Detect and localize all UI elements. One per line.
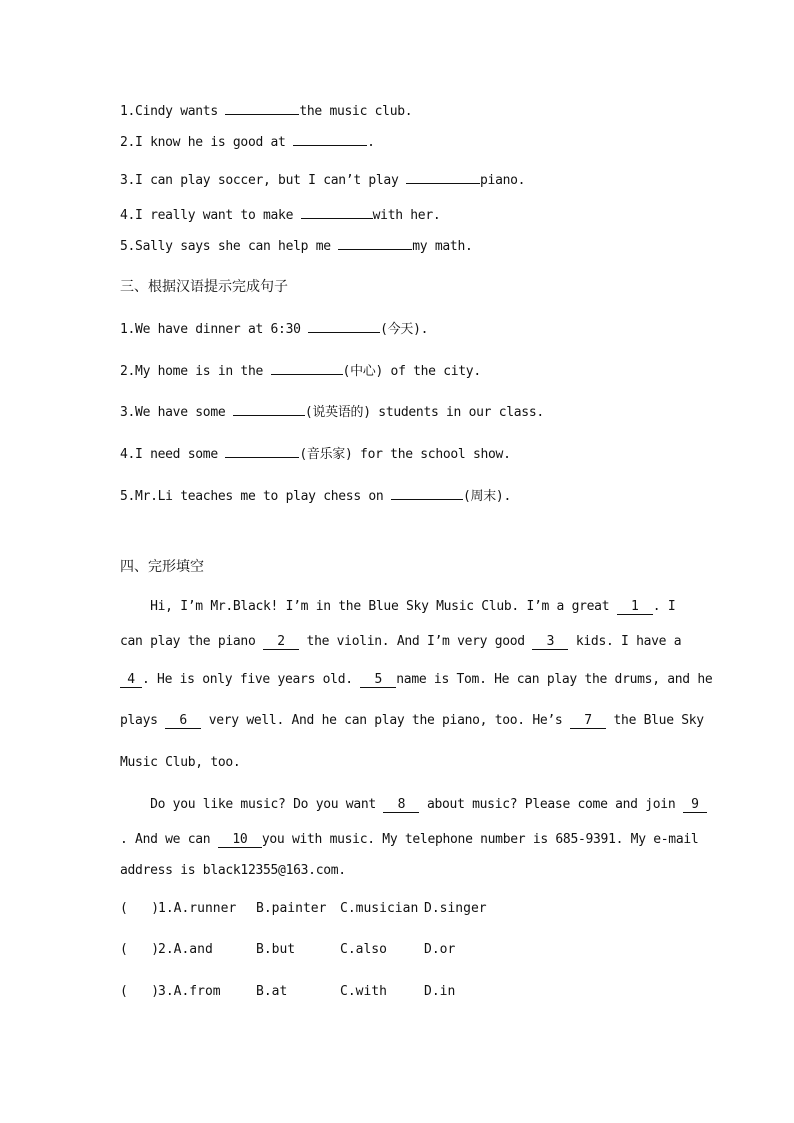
item-text: with her. [372,208,441,223]
option-c: C.musician [340,901,419,916]
option-d: D.or [424,942,456,957]
cloze-blank[interactable]: 8 [383,798,419,813]
answer-blank[interactable] [301,218,373,219]
option-c: C.also [340,942,387,957]
exercise-item [120,443,511,462]
answer-blank[interactable] [293,145,367,146]
passage-line: address is black12355@163.com. [120,863,346,878]
exercise-item [120,401,544,420]
section-heading: 四、完形填空 [120,559,204,575]
passage-line [120,599,676,615]
cloze-blank[interactable]: 9 [683,798,707,813]
cloze-blank[interactable]: 3 [532,635,568,650]
item-text: 1.Cindy wants [120,104,226,119]
item-text: piano. [480,173,526,188]
question-row [120,942,455,957]
passage-line [120,634,682,650]
passage-text: . And we can [120,832,218,847]
item-text: the music club. [299,104,413,119]
item-text: . [367,135,375,150]
passage-text: about music? Please come and join [419,797,683,812]
passage-line [120,797,699,813]
cloze-blank[interactable]: 7 [570,714,606,729]
item-text: 4.I need some [120,447,226,462]
item-text: 2.I know he is good at [120,135,294,150]
passage-text: the Blue Sky [605,713,704,728]
passage-text: Do you like music? Do you want [120,797,384,812]
passage-text: . I [652,599,676,614]
exercise-item [120,239,473,254]
exercise-item [120,485,511,504]
option-b: B.but [256,942,296,957]
answer-parentheses[interactable]: ( ) [120,942,160,957]
passage-text: plays [120,713,166,728]
item-text: 5.Mr.Li teaches me to play chess on [120,489,391,504]
item-text: . [420,322,429,337]
cloze-blank[interactable]: 10 [218,833,262,848]
passage-text: kids. I have a [568,634,682,649]
item-text: 3.I can play soccer, but I can’t play [120,173,407,188]
answer-blank[interactable] [225,114,299,115]
item-text: 4.I really want to make [120,208,301,223]
answer-blank[interactable] [391,499,463,500]
chinese-hint: (说英语的) [304,405,371,420]
cloze-blank[interactable]: 5 [360,673,396,688]
option-a: 2.A.and [158,942,213,957]
chinese-hint: (中心) [342,364,384,379]
passage-text: . He is only five years old. [142,672,361,687]
exercise-item [120,104,412,119]
item-text: 1.We have dinner at 6:30 [120,322,309,337]
passage-text: name is Tom. He can play the drums, and he [396,672,713,687]
exercise-item [120,318,428,337]
chinese-hint: (周末) [462,489,504,504]
item-text: 2.My home is in the [120,364,271,379]
option-b: B.painter [256,901,327,916]
chinese-hint: (音乐家) [299,447,353,462]
passage-text: can play the piano [120,634,264,649]
item-text: . [503,489,511,504]
item-text: my math. [412,239,473,254]
option-d: D.singer [424,901,487,916]
answer-blank[interactable] [406,183,480,184]
passage-line [120,832,699,848]
passage-text: the violin. And I’m very good [299,634,533,649]
exercise-item [120,135,375,150]
exercise-item [120,208,440,223]
passage-line [120,672,713,688]
question-row [120,984,455,999]
passage-line [120,713,704,729]
cloze-blank[interactable]: 6 [165,714,201,729]
item-text: students in our class. [370,405,544,420]
option-a: 3.A.from [158,984,221,999]
answer-blank[interactable] [271,374,343,375]
section-heading: 三、根据汉语提示完成句子 [120,279,288,295]
item-text: 5.Sally says she can help me [120,239,339,254]
passage-text: very well. And he can play the piano, too. He’s [201,713,570,728]
exercise-item [120,360,481,379]
answer-blank[interactable] [338,249,412,250]
item-text: for the school show. [352,447,511,462]
item-text: of the city. [383,364,481,379]
answer-blank[interactable] [308,332,380,333]
cloze-blank[interactable]: 1 [617,600,653,615]
item-text: 3.We have some [120,405,233,420]
option-b: B.at [256,984,288,999]
question-row [120,901,487,916]
answer-parentheses[interactable]: ( ) [120,984,160,999]
passage-text: you with music. My telephone number is 685-9391. My e-mail [261,832,699,847]
exercise-item [120,173,525,188]
passage-text: Hi, I’m Mr.Black! I’m in the Blue Sky Music Club. I’m a great [120,599,617,614]
option-c: C.with [340,984,387,999]
option-d: D.in [424,984,456,999]
answer-blank[interactable] [225,457,299,458]
chinese-hint: (今天) [380,322,421,337]
answer-blank[interactable] [233,415,305,416]
passage-line: Music Club, too. [120,755,241,770]
option-a: 1.A.runner [158,901,237,916]
cloze-blank[interactable]: 2 [263,635,299,650]
answer-parentheses[interactable]: ( ) [120,901,160,916]
cloze-blank[interactable]: 4 [120,673,142,688]
